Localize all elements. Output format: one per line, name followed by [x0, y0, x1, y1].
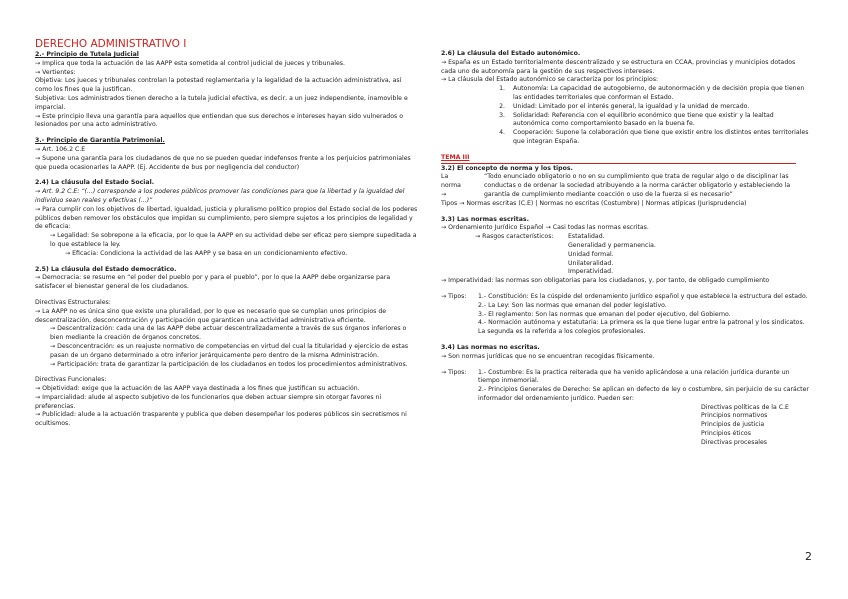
- tipos-list: [472, 293, 811, 337]
- tipos-list: [472, 369, 811, 448]
- tema-heading: TEMA III: [441, 153, 470, 161]
- paragraph: → Desconcentración: es un reajuste normativo de competencias en virtud del cual la titularidad y ejercicio de estas pasan de un órgano determinado a otro inferior jerárquicamente pero dentro de la misma Administración.: [50, 342, 409, 359]
- definition-row: [441, 173, 811, 199]
- list-item: 3. Solidaridad: Referencia con el equilibrio económico que tiene que existir y la lealtad autonómica como comportamiento basado en la buena fe.: [507, 112, 811, 130]
- list-item: Principios éticos: [701, 430, 751, 438]
- paragraph: → Imperatividad: las normas son obligatorias para los ciudadanos, y, por tanto, de obligado cumplimiento: [441, 277, 770, 285]
- paragraph: → Eficacia: Condiciona la actividad de las AAPP y se basa en un condicionamiento efectivo.: [65, 249, 348, 257]
- paragraph: → Participación: trata de garantizar la participación de los ciudadanos en todos los procedimientos administrativos.: [50, 360, 408, 368]
- paragraph: → Objetividad: exige que la actuación de las AAPP vaya destinada a los fines que justifican su actuación.: [35, 385, 360, 393]
- paragraph: → Ordenamiento Jurídico Español → Casi todas las normas escritas.: [441, 224, 649, 232]
- document-title: DERECHO ADMINISTRATIVO I: [35, 38, 187, 50]
- definition-text: “Todo enunciado obligatorio o no en su cumplimiento que trata de regular algo o de disciplinar las conductas o de ordenar la sociedad atribuyendo a la norma carácter obligatorio y estableciendo la garantía de cumplimiento mediante coacción o uso de la fuerza si es necesario”: [484, 173, 791, 198]
- paragraph: Tipos → Normas escritas (C.E) | Normas no escritas (Costumbre) | Normas atípicas (Jurisprudencia): [441, 199, 747, 207]
- section-heading-estado-social: 2.4) La cláusula del Estado Social.: [35, 179, 155, 187]
- paragraph: Objetiva: Los jueces y tribunales controlan la potestad reglamentaria y la legalidad de la actuación administrativa, así como los fines que la justifican.: [35, 77, 402, 94]
- paragraph: → Publicidad: alude a la actuación trasparente y publica que deben desempeñar los poderes públicos sin secretismos ni ocultismos.: [35, 411, 407, 428]
- section-heading-directivas-estructurales: Directivas Estructurales:: [35, 298, 111, 306]
- paragraph: → España es un Estado territorialmente descentralizado y se estructura en CCAA, provincias y municipios dotados cada uno de autonomía para la gestión de sus respectivos intereses.: [441, 58, 796, 75]
- rasgos-label: → Rasgos característicos:: [475, 233, 554, 241]
- list-item: 4.- Normación autónoma y estatutaria: La primera es la que tiene lugar entre la patronal y los sindicatos. La segunda es la referida a los colegios profesionales.: [478, 319, 805, 336]
- list-item: 1. Autonomía: La capacidad de autogobierno, de autonormación y de decisión propia que tienen las entidades territoriales que conforman el Estado.: [507, 85, 811, 103]
- list-item: Principios de justicia: [701, 421, 765, 429]
- list-item: Unidad formal.: [568, 250, 614, 258]
- list-item: Imperatividad.: [568, 268, 614, 276]
- list-item: Directivas procesales: [701, 438, 767, 446]
- definition-term: La norma →: [441, 173, 461, 198]
- section-heading-tutela-judicial: 2.- Principio de Tutela Judicial: [35, 51, 139, 58]
- paragraph: → Implica que toda la actuación de las AAPP esta sometida al control judicial de jueces y tribunales.: [35, 59, 345, 67]
- section-heading-concepto-norma: 3.2) El concepto de norma y los tipos.: [441, 164, 573, 172]
- paragraph: → Descentralización: cada una de las AAPP debe actuar descentralizadamente a través de sus órganos inferiores o bien mediante la creación de órganos concretos.: [50, 325, 407, 342]
- list-item: Unilateralidad.: [568, 259, 614, 267]
- list-item: 2.- Principios Generales de Derecho: Se aplican en defecto de ley o costumbre, sin perjuicio de su carácter informador del ordenamiento jurídico. Pueden ser:: [478, 386, 809, 402]
- left-column: [35, 38, 418, 429]
- paragraph: → La cláusula del Estado autonómico se caracteriza por los principios:: [441, 76, 659, 84]
- tipos-label: → Tipos:: [441, 368, 467, 376]
- list-item: Generalidad y permanencia.: [568, 241, 656, 249]
- rasgos-block: [441, 233, 811, 277]
- principles-list: [441, 85, 811, 147]
- paragraph: → Para cumplir con los objetivos de libertad, igualdad, justicia y pluralismo político propios del Estado social de los poderes públicos deben remover los obstáculos que impidan su cumplimiento, pero siempre sujetos a los principios de legalidad y de eficacia:: [35, 205, 418, 231]
- section-heading-normas-no-escritas: 3.4) Las normas no escritas.: [441, 343, 540, 351]
- list-item: Principios normativos: [701, 412, 768, 420]
- paragraph: → Supone una garantía para los ciudadanos de que no se pueden quedar indefensos frente a los perjuicios patrimoniales que pueda ocasionarles la AAPP. (Ej. Accidente de bus por negligencia del conductor): [35, 154, 411, 171]
- paragraph: → Este principio lleva una garantía para aquellos que entiendan que sus derechos e intereses hayan sido vulnerados o lesionados por una acto administrativo.: [35, 112, 404, 129]
- paragraph: → Art. 9.2 C.E: “(...) corresponde a los poderes públicos promover las condiciones para que la libertad y la igualdad del individuo sean reales y efectivas (...)”: [35, 188, 405, 204]
- section-heading-estado-democratico: 2.5) La cláusula del Estado democrático.: [35, 265, 177, 273]
- page-number: 2: [805, 550, 812, 563]
- rasgos-list: [568, 233, 656, 277]
- principios-list: [478, 404, 811, 448]
- paragraph: → La AAPP no es única sino que existe una pluralidad, por lo que es necesario que se cumplan unos principios de descentralización, desconcentración y participación que garanticen una actividad administrativa eficiente.: [35, 307, 387, 324]
- list-item: Estatalidad.: [568, 233, 605, 241]
- list-item: 2. Unidad: Limitado por el interés general, la igualdad y la unidad de mercado.: [507, 103, 811, 112]
- paragraph: → Son normas jurídicas que no se encuentran recogidas físicamente.: [441, 352, 655, 360]
- section-heading-estado-autonomico: 2.6) La cláusula del Estado autonómico.: [441, 50, 581, 57]
- paragraph: → Legalidad: Se sobrepone a la eficacia, por lo que la AAPP en su actividad debe ser eficaz pero siempre supeditada a lo que establece la ley.: [50, 232, 417, 248]
- list-item: Directivas políticas de la C.E: [701, 403, 789, 411]
- red-divider: [441, 163, 796, 164]
- tipos-block: [441, 369, 811, 448]
- paragraph: → Art. 106.2 C.E: [35, 145, 86, 153]
- section-heading-directivas-funcionales: Directivas Funcionales:: [35, 376, 107, 384]
- list-item: 3.- El reglamento: Son las normas que emanan del poder ejecutivo, del Gobierno.: [478, 310, 731, 318]
- paragraph: → Imparcialidad: alude al aspecto subjetivo de los funcionarios que deben actuar siempre sin otorgar favores ni preferencias.: [35, 393, 382, 410]
- tipos-block: [441, 293, 811, 337]
- list-item: 4. Cooperación: Supone la colaboración que tiene que existir entre los distintos entes territoriales que integran España.: [507, 129, 811, 147]
- section-heading-normas-escritas: 3.3) Las normas escritas.: [441, 215, 529, 223]
- right-column: [441, 50, 811, 448]
- list-item: 1.- Costumbre: Es la practica reiterada que ha venido aplicándose a una relación jurídica durante un tiempo inmemorial.: [478, 368, 790, 385]
- list-item: 1.- Constitución: Es la cúspide del ordenamiento jurídico español y que establece la estructura del estado.: [478, 292, 808, 300]
- paragraph: → Vertientes:: [35, 68, 76, 76]
- section-heading-garantia-patrimonial: 3.- Principio de Garantía Patrimonial.: [35, 137, 165, 145]
- paragraph: → Democracia: se resume en “el poder del pueblo por y para el pueblo”, por lo que la AAPP debe organizarse para satisfacer el bienestar general de los ciudadanos.: [35, 274, 391, 291]
- list-item: 2.- La Ley: Son las normas que emanan del poder legislativo.: [478, 301, 667, 309]
- paragraph: Subjetiva: Los administrados tienen derecho a la tutela judicial efectiva, es decir, a un juez independiente, inamovible e imparcial.: [35, 94, 408, 111]
- tipos-label: → Tipos:: [441, 292, 467, 300]
